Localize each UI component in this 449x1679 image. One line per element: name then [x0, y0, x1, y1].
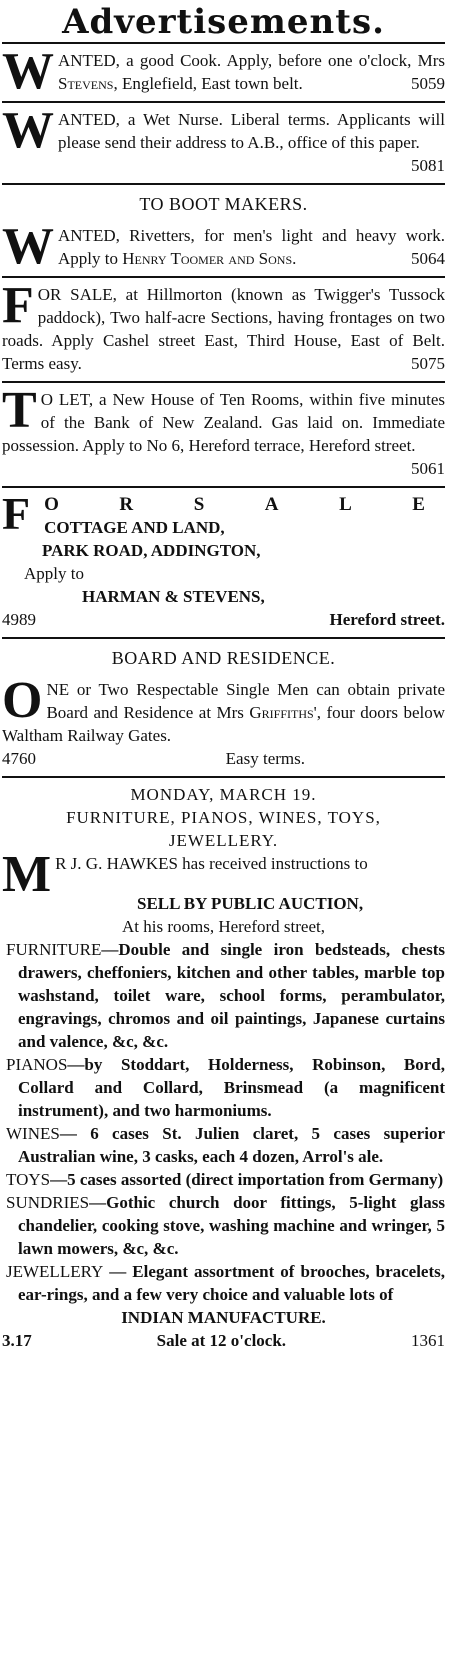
ad-date-code: 3.17	[2, 1331, 32, 1350]
ad-for-sale-cottage	[2, 488, 445, 637]
letter: S	[193, 494, 205, 515]
ad-reference-number: 5075	[411, 354, 445, 373]
ad-text: ANTED, a Wet Nurse. Liberal terms. Applicants will please send their address to A.B., office of this paper.	[58, 110, 445, 152]
letter: L	[339, 494, 352, 515]
drop-cap: F	[2, 488, 31, 539]
drop-cap: W	[2, 218, 54, 275]
ad-wanted-cook	[2, 44, 445, 101]
drop-cap: M	[2, 846, 52, 903]
ad-to-let-house	[2, 383, 445, 486]
ad-text: ANTED, Rivetters, for men's light and heavy work. Apply to	[58, 226, 445, 268]
letter: A	[264, 494, 279, 515]
ad-text: ANTED, a good Cook. Apply, before one o'clock, Mrs	[58, 51, 445, 70]
letter: E	[412, 494, 425, 515]
drop-cap: T	[2, 382, 37, 439]
ad-auction-hawkes	[2, 778, 445, 1358]
ad-heading: BOARD AND RESIDENCE.	[111, 648, 336, 668]
auction-sell-line: SELL BY PUBLIC AUCTION,	[136, 894, 364, 913]
ad-board-residence	[2, 672, 446, 776]
ad-text: R J. G. HAWKES has received instructions to	[55, 854, 368, 873]
letter: R	[119, 494, 134, 515]
auction-item	[2, 1168, 445, 1191]
item-text: —by Stoddart, Holderness, Robinson, Bord, Collard and Collard, Brinsmead (a magnificent instrument), and two harmoniums.	[18, 1055, 445, 1120]
item-label: TOYS	[6, 1170, 51, 1189]
auction-item	[2, 1053, 445, 1122]
ad-for-sale-hillmorton	[2, 278, 445, 381]
advertiser-name: Griffiths	[249, 703, 314, 722]
item-label: WINES	[6, 1124, 60, 1143]
ad-text: NE or Two Respectable Single Men can obtain private Board and Residence at Mrs	[46, 680, 445, 722]
auction-goods: JEWELLERY.	[168, 831, 279, 850]
auction-item	[2, 1122, 445, 1168]
item-text: — Elegant assortment of brooches, bracelets, ear-rings, and a few very choice and valuable lots of	[18, 1262, 445, 1304]
ad-reference-number: 5059	[411, 74, 445, 93]
ad-reference-number: 4989	[2, 610, 36, 629]
drop-cap: W	[2, 43, 54, 100]
auction-indian-manufacture: INDIAN MANUFACTURE.	[121, 1308, 326, 1327]
drop-cap: O	[2, 672, 43, 729]
ad-subheading: PARK ROAD, ADDINGTON,	[42, 541, 261, 560]
item-label: JEWELLERY	[6, 1262, 104, 1281]
drop-cap: W	[2, 102, 54, 159]
auction-item	[2, 1260, 445, 1306]
drop-cap: F	[2, 277, 34, 334]
ad-wanted-rivetters: W ANTED, Rivetters, for men's light and heavy work. Apply to Henry Toomer and Sons. 5064	[2, 218, 445, 275]
ad-reference-number: 5081	[411, 156, 445, 175]
item-text: —5 cases assorted (direct importation from Germany)	[50, 1170, 444, 1189]
item-text: —Gothic church door fittings, 5-light glass chandelier, cooking stove, washing machine and wringer, 5 lawn mowers, &c, &c.	[18, 1193, 445, 1258]
auction-item	[2, 1191, 445, 1260]
ad-text: , Englefield, East town belt.	[113, 74, 303, 93]
item-label: SUNDRIES	[6, 1193, 90, 1212]
auction-goods: FURNITURE, PIANOS, WINES, TOYS,	[66, 808, 381, 827]
ad-reference-number: 1361	[410, 1331, 445, 1350]
item-text: —Double and single iron bedsteads, chests drawers, cheffoniers, kitchen and other tables, marble top washstand, toilet ware, school forms, perambulator, engravings, chromos and oil paintings, Japanese curtains and valence, &c, &c.	[18, 940, 445, 1051]
advertiser-name: Henry Toomer and Sons	[122, 249, 293, 268]
ad-reference-number: 5061	[411, 459, 445, 478]
ad-text: Apply to	[24, 564, 84, 583]
advertiser-name: Stevens	[58, 74, 114, 93]
ad-subheading: COTTAGE AND LAND,	[44, 518, 225, 537]
ad-terms: Easy terms.	[225, 749, 305, 768]
ad-text: ', four doors below Waltham Railway Gates.	[2, 703, 446, 745]
auction-date: MONDAY, MARCH 19.	[130, 785, 317, 804]
auction-item	[2, 938, 445, 1053]
auction-rooms: At his rooms, Hereford street,	[121, 917, 325, 936]
item-label: FURNITURE	[6, 940, 102, 959]
item-label: PIANOS	[6, 1055, 68, 1074]
masthead-title: Advertisements.	[62, 2, 385, 42]
ad-heading: TO BOOT MAKERS.	[139, 194, 308, 214]
ad-text: O LET, a New House of Ten Rooms, within five minutes of the Bank of New Zealand. Gas laid on. Immediate possession. Apply to No 6, Hereford terrace, Hereford street.	[2, 390, 445, 455]
sale-time: Sale at 12 o'clock.	[156, 1331, 287, 1350]
ad-wanted-nurse	[2, 103, 445, 183]
item-text: — 6 cases St. Julien claret, 5 cases superior Australian wine, 3 casks, each 4 dozen, Arrol's ale.	[18, 1124, 445, 1166]
for-sale-letters	[44, 493, 445, 516]
ad-reference-number: 4760	[2, 749, 36, 768]
agent-address: Hereford street.	[329, 610, 445, 629]
agent-name: HARMAN & STEVENS,	[82, 587, 265, 606]
letter: O	[44, 494, 59, 515]
ad-text: OR SALE, at Hillmorton (known as Twigger's Tussock paddock), Two half-acre Sections, having frontages on two roads. Apply Cashel street East, Third House, East of Belt. Terms easy.	[2, 285, 445, 373]
ad-reference-number: 5064	[411, 249, 445, 268]
